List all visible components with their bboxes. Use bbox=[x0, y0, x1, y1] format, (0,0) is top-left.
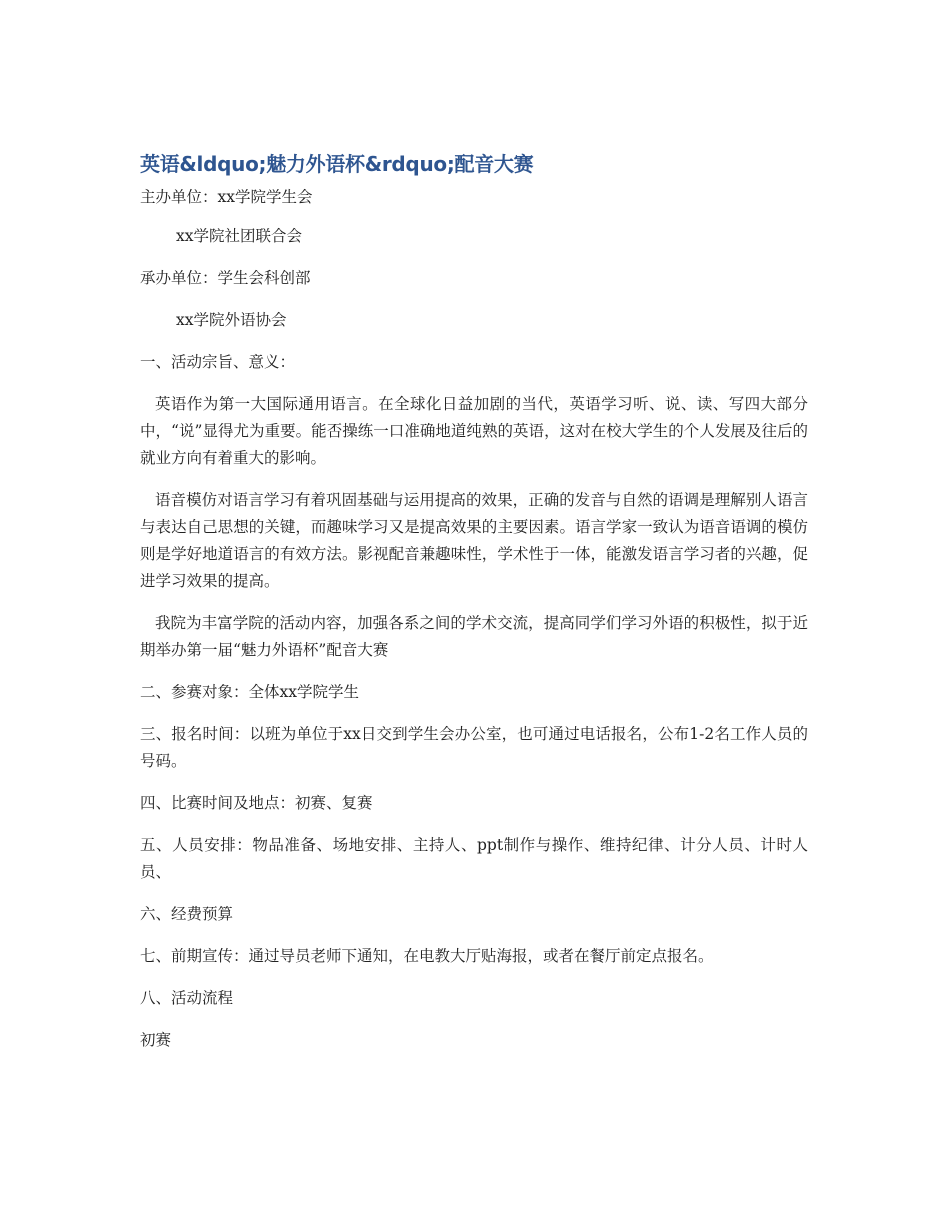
section-process: 八、活动流程 bbox=[140, 989, 234, 1007]
section-registration: 三、报名时间：以班为单位于xx日交到学生会办公室，也可通过电话报名，公布1-2名工作人员的号码。 bbox=[140, 725, 808, 770]
section-participants: 二、参赛对象：全体xx学院学生 bbox=[140, 683, 359, 701]
preliminary-round: 初赛 bbox=[140, 1031, 172, 1049]
section-staffing: 五、人员安排：物品准备、场地安排、主持人、ppt制作与操作、维持纪律、计分人员、计时人员、 bbox=[140, 836, 808, 881]
host-line: 承办单位：学生会科创部 bbox=[140, 269, 311, 287]
purpose-paragraph-3: 我院为丰富学院的活动内容，加强各系之间的学术交流，提高同学们学习外语的积极性，拟于近期举办第一届“魅力外语杯”配音大赛 bbox=[140, 614, 808, 659]
purpose-paragraph-2: 语音模仿对语言学习有着巩固基础与运用提高的效果，正确的发音与自然的语调是理解别人语言与表达自己思想的关键，而趣味学习又是提高效果的主要因素。语言学家一致认为语音语调的模仿则是学好地道语言的有效方法。影视配音兼趣味性，学术性于一体，能激发语言学习者的兴趣，促进学习效果的提高。 bbox=[140, 491, 808, 590]
document-title: 英语&ldquo;魅力外语杯&rdquo;配音大赛 bbox=[140, 152, 534, 176]
section-purpose-heading: 一、活动宗旨、意义： bbox=[140, 353, 296, 371]
organizer-line-2: xx学院社团联合会 bbox=[176, 227, 302, 245]
section-budget: 六、经费预算 bbox=[140, 905, 234, 923]
organizer-line: 主办单位：xx学院学生会 bbox=[140, 188, 313, 206]
host-line-2: xx学院外语协会 bbox=[176, 311, 287, 329]
section-publicity: 七、前期宣传：通过导员老师下通知，在电教大厅贴海报，或者在餐厅前定点报名。 bbox=[140, 947, 714, 965]
section-time-place: 四、比赛时间及地点：初赛、复赛 bbox=[140, 794, 373, 812]
document-page bbox=[140, 148, 808, 1069]
purpose-paragraph-1: 英语作为第一大国际通用语言。在全球化日益加剧的当代，英语学习听、说、读、写四大部分中，“说”显得尤为重要。能否操练一口准确地道纯熟的英语，这对在校大学生的个人发展及往后的就业方向有着重大的影响。 bbox=[140, 395, 808, 467]
